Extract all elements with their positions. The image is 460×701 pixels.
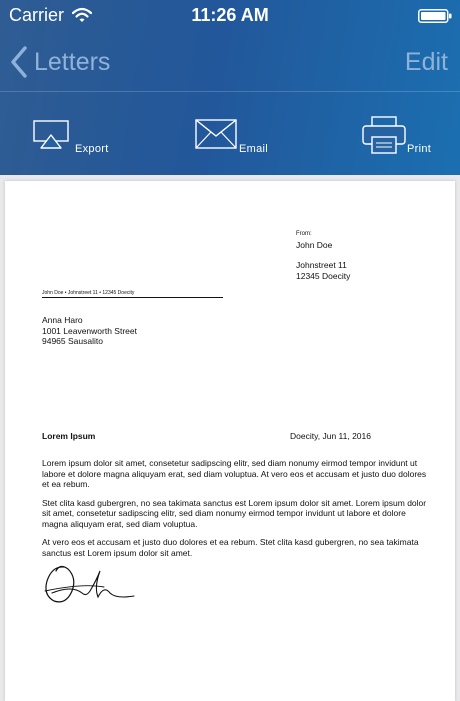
printer-icon [362,116,406,154]
export-label: Export [75,143,109,155]
email-button[interactable] [193,92,283,175]
recipient-city: 94965 Sausalito [42,336,103,346]
letter-preview[interactable] [5,181,455,701]
envelope-icon [195,119,237,149]
battery-icon [418,9,452,23]
chevron-left-icon [10,46,28,78]
letter-date: Doecity, Jun 11, 2016 [290,431,371,441]
recipient-street: 1001 Leavenworth Street [42,325,137,336]
status-time: 11:26 AM [191,5,269,25]
action-toolbar [0,92,460,175]
sender-street: Johnstreet 11 [296,260,347,270]
print-button[interactable] [360,92,450,175]
sender-city: 12345 Doecity [296,271,351,281]
recipient-name: Anna Haro [42,315,83,325]
body-paragraph: Lorem ipsum dolor sit amet, consetetur sadipscing elitr, sed diam nonumy eirmod tempor invidunt ut labore et dolore magna aliquyam erat, sed diam voluptua. At vero eos et accusam et justo duo dolores et ea rebum. [42,458,427,489]
edit-button[interactable]: Edit [404,48,448,76]
back-button-label: Letters [34,47,111,76]
status-bar [0,0,460,32]
letter-subject: Lorem Ipsum [42,431,96,441]
app-header [0,0,460,175]
body-paragraph: Stet clita kasd gubergren, no sea takimata sanctus est Lorem ipsum dolor sit amet. Lorem ipsum dolor sit amet, consetetur sadipscing elitr, sed diam nonumy eirmod tempor invidunt ut labore et dolore magna aliquyam erat, sed diam voluptua. [42,497,427,529]
from-label: From: [296,231,312,237]
body-paragraph: At vero eos et accusam et justo duo dolores et ea rebum. Stet clita kasd gubergren, no sea takimata sanctus est Lorem ipsum dolor sit amet. [42,537,419,558]
signature-icon [42,563,142,607]
sender-name: John Doe [296,240,333,250]
sender-block [296,231,350,281]
export-button[interactable] [30,92,120,175]
recipient-address [42,315,137,347]
navigation-bar [0,34,460,88]
email-label: Email [239,143,269,155]
letter-body [42,458,427,566]
back-button[interactable] [10,42,110,82]
carrier-label: Carrier [9,5,65,25]
print-label: Print [407,143,432,155]
airplay-icon [33,120,69,150]
return-address-line: John Doe • Johnstreet 11 • 12345 Doecity [42,290,223,298]
